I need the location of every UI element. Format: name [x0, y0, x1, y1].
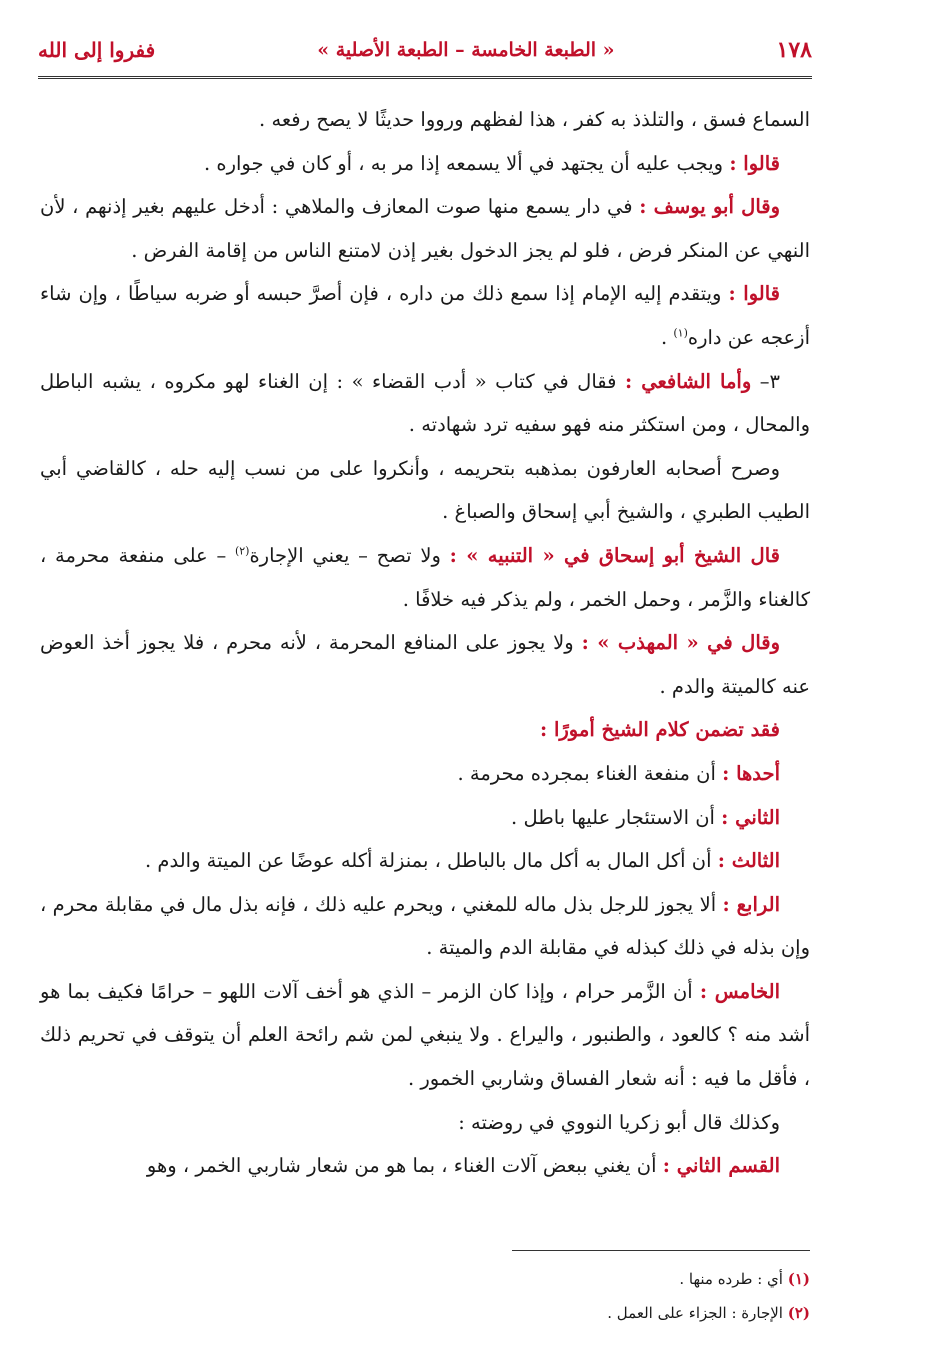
paragraph-label: القسم الثاني : — [662, 1154, 780, 1178]
footnote-divider — [512, 1250, 810, 1251]
footnotes — [40, 1262, 810, 1330]
paragraph-text: السماع فسق ، والتلذذ به كفر ، هذا لفظهم ورووا حديثًا لا يصح رفعه . — [259, 108, 810, 131]
footnote-number: (١) — [787, 1270, 810, 1288]
footnote-number: (٢) — [787, 1304, 810, 1322]
list-item — [40, 970, 810, 1101]
footnote-text: أي : طرده منها . — [679, 1270, 788, 1288]
paragraph — [40, 708, 810, 752]
paragraph — [40, 447, 810, 534]
list-item — [40, 796, 810, 840]
list-text: أن منفعة الغناء بمجرده محرمة . — [457, 761, 723, 785]
page-number: ١٧٨ — [776, 37, 812, 63]
paragraph — [40, 1101, 810, 1145]
paragraph-label: قالوا : — [729, 151, 780, 175]
paragraph-text: وصرح أصحابه العارفون بمذهبه بتحريمه ، وأنكروا على من نسب إليه حله ، كالقاضي أبي الطيب الطبري ، والشيخ أبي إسحاق والصباغ . — [40, 456, 810, 524]
list-label: الثالث : — [717, 849, 780, 873]
main-text — [40, 98, 810, 1188]
paragraph — [40, 621, 810, 708]
section-heading: فقد تضمن كلام الشيخ أمورًا : — [539, 718, 780, 742]
paragraph-text: . — [660, 325, 674, 349]
paragraph-text: – على منفعة محرمة ، كالغناء والزَّمر ، وحمل الخمر ، ولم يذكر فيه خلافًا . — [40, 543, 810, 611]
list-text: أن الاستئجار عليها باطل . — [511, 805, 722, 829]
item-number: ٣– — [751, 369, 780, 393]
paragraph-text: ويجب عليه أن يجتهد في ألا يسمعه إذا مر به ، أو كان في جواره . — [203, 151, 730, 175]
page-header — [38, 32, 812, 68]
list-label: أحدها : — [722, 761, 780, 785]
paragraph-text: أن يغني ببعض آلات الغناء ، بما هو من شعار شاربي الخمر ، وهو — [146, 1154, 663, 1178]
paragraph — [40, 534, 810, 621]
list-item — [40, 883, 810, 970]
paragraph-label: قال الشيخ أبو إسحاق في « التنبيه » : — [449, 543, 780, 567]
list-label: الخامس : — [699, 979, 780, 1003]
paragraph — [40, 142, 810, 186]
paragraph-label: قالوا : — [728, 282, 780, 306]
list-item — [40, 752, 810, 796]
paragraph — [40, 360, 810, 447]
footnote-text: الإجارة : الجزاء على العمل . — [607, 1304, 788, 1322]
paragraph — [40, 185, 810, 272]
paragraph — [40, 272, 810, 359]
paragraph-text: ولا يجوز على المنافع المحرمة ، لأنه محرم ، فلا يجوز أخذ العوض عنه كالميتة والدم . — [40, 631, 810, 698]
list-item — [40, 839, 810, 883]
paragraph-text: في دار يسمع منها صوت المعازف والملاهي : أدخل عليهم بغير إذنهم ، لأن النهي عن المنكر فرض ، فلو لم يجز الدخول بغير إذن لامتنع الناس من إقامة الفرض . — [40, 195, 810, 262]
edition-label: « الطبعة الخامسة – الطبعة الأصلية » — [317, 39, 615, 61]
list-text: ألا يجوز للرجل بذل ماله للمغني ، ويحرم عليه ذلك ، فإنه بذل مال في مقابلة محرم ، وإن بذله في ذلك كبذله في مقابلة الدم والميتة . — [40, 892, 810, 960]
paragraph-text: فقال في كتاب « أدب القضاء » : إن الغناء لهو مكروه ، يشبه الباطل والمحال ، ومن استكثر منه فهو سفيه ترد شهادته . — [40, 369, 810, 437]
paragraph-text: ويتقدم إليه الإمام إذا سمع ذلك من داره ، فإن أصرَّ حبسه أو ضربه سياطًا ، وإن شاء أزعجه عن داره — [40, 282, 810, 349]
paragraph-text: وكذلك قال أبو زكريا النووي في روضته : — [458, 1110, 780, 1134]
footnote-ref: (٢) — [234, 544, 250, 558]
list-text: أن الزَّمر حرام ، وإذا كان الزمر – الذي هو أخف آلات اللهو – حرامًا فكيف بما هو أشد منه ؟ كالعود ، والطنبور ، واليراع . ولا ينبغي لمن شم رائحة العلم أن يتوقف في تحريم ذلك ، فأقل ما فيه : أنه شعار الفساق وشاربي الخمور . — [40, 979, 810, 1091]
list-text: أن أكل المال به أكل مال بالباطل ، بمنزلة أكله عوضًا عن الميتة والدم . — [145, 849, 718, 873]
paragraph — [40, 1144, 810, 1188]
list-label: الرابع : — [722, 892, 780, 916]
header-divider — [38, 76, 812, 79]
footnote — [40, 1262, 810, 1296]
book-title: ففروا إلى الله — [38, 38, 156, 62]
paragraph-label: وأما الشافعي : — [624, 369, 752, 393]
paragraph-label: وقال في « المهذب » : — [581, 631, 781, 655]
paragraph-text: ولا تصح – يعني الإجارة — [249, 543, 450, 567]
paragraph — [40, 98, 810, 142]
paragraph-label: وقال أبو يوسف : — [639, 195, 780, 219]
footnote-ref: (١) — [673, 326, 688, 340]
footnote — [40, 1296, 810, 1330]
list-label: الثاني : — [721, 805, 780, 829]
